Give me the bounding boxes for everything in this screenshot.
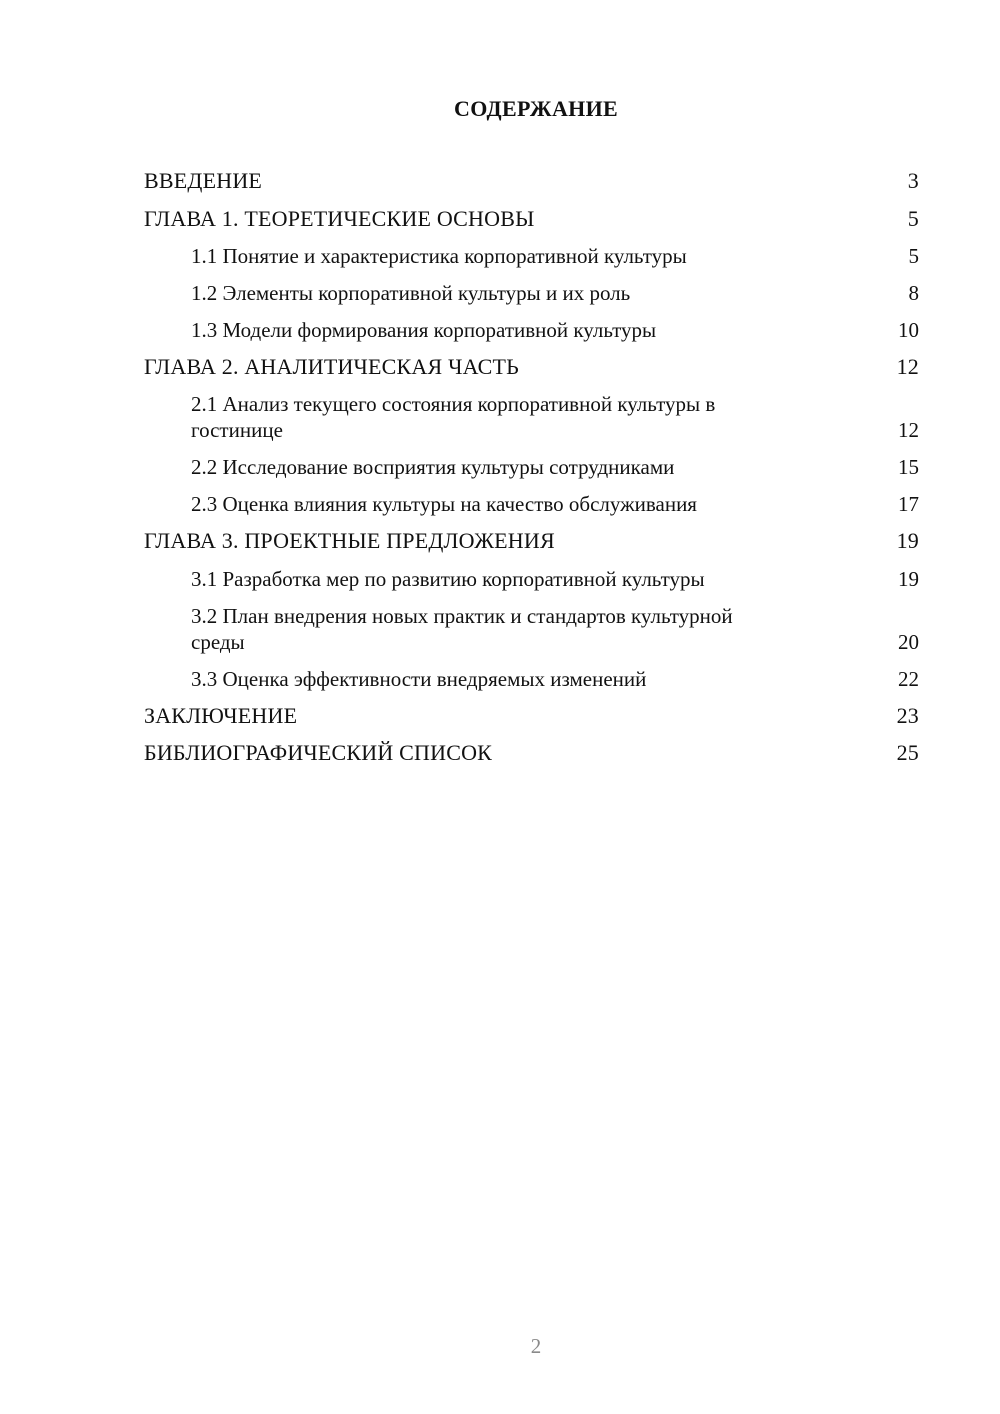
toc-entry-conclusion[interactable] bbox=[144, 703, 919, 729]
toc-entry-page: 12 bbox=[896, 354, 919, 379]
toc-entry-section-2-3[interactable] bbox=[144, 491, 919, 517]
toc-entry-section-1-1[interactable] bbox=[144, 243, 919, 269]
toc-entry-page: 20 bbox=[898, 630, 919, 654]
toc-entry-page: 3 bbox=[907, 168, 919, 193]
toc-entry-text: 2.1 Анализ текущего состояния корпоративной культуры в гостинице bbox=[191, 392, 716, 442]
toc-entry-text: ГЛАВА 3. ПРОЕКТНЫЕ ПРЕДЛОЖЕНИЯ bbox=[144, 528, 555, 553]
toc-entry-text: ГЛАВА 1. ТЕОРЕТИЧЕСКИЕ ОСНОВЫ bbox=[144, 206, 535, 231]
toc-entry-chapter-3[interactable] bbox=[144, 528, 919, 554]
toc-entry-page: 5 bbox=[908, 244, 919, 268]
toc-entry-text: ЗАКЛЮЧЕНИЕ bbox=[144, 703, 298, 728]
toc-entry-section-1-3[interactable] bbox=[144, 317, 919, 343]
toc-entry-page: 12 bbox=[898, 418, 919, 442]
toc-entry-page: 19 bbox=[896, 528, 919, 553]
toc-entry-text: 1.1 Понятие и характеристика корпоративной культуры bbox=[191, 244, 687, 268]
toc-entry-bibliography[interactable] bbox=[144, 740, 919, 766]
toc-entry-page: 17 bbox=[898, 492, 919, 516]
toc-entry-text: 3.3 Оценка эффективности внедряемых изменений bbox=[191, 667, 647, 691]
toc-entry-text: ГЛАВА 2. АНАЛИТИЧЕСКАЯ ЧАСТЬ bbox=[144, 354, 519, 379]
toc-entry-page: 23 bbox=[896, 703, 919, 728]
toc-entry-section-2-2[interactable] bbox=[144, 454, 919, 480]
toc-entry-text: ВВЕДЕНИЕ bbox=[144, 168, 263, 193]
toc-entry-introduction[interactable] bbox=[144, 168, 919, 194]
page-number: 2 bbox=[530, 1334, 542, 1358]
table-of-contents bbox=[144, 168, 919, 766]
toc-entry-text: 2.3 Оценка влияния культуры на качество обслуживания bbox=[191, 492, 697, 516]
toc-entry-section-2-1[interactable] bbox=[144, 391, 919, 443]
toc-entry-text: 1.2 Элементы корпоративной культуры и их роль bbox=[191, 281, 631, 305]
page-title: СОДЕРЖАНИЕ bbox=[454, 96, 618, 121]
toc-entry-page: 5 bbox=[907, 206, 919, 231]
toc-entry-text: 1.3 Модели формирования корпоративной культуры bbox=[191, 318, 657, 342]
toc-entry-text: 3.1 Разработка мер по развитию корпоративной культуры bbox=[191, 567, 705, 591]
toc-entry-text: БИБЛИОГРАФИЧЕСКИЙ СПИСОК bbox=[144, 740, 493, 765]
toc-entry-chapter-1[interactable] bbox=[144, 206, 919, 232]
toc-entry-text: 2.2 Исследование восприятия культуры сотрудниками bbox=[191, 455, 675, 479]
toc-entry-page: 25 bbox=[896, 740, 919, 765]
toc-entry-page: 15 bbox=[898, 455, 919, 479]
toc-entry-page: 19 bbox=[898, 567, 919, 591]
toc-entry-section-3-2[interactable] bbox=[144, 603, 919, 655]
toc-entry-section-1-2[interactable] bbox=[144, 280, 919, 306]
toc-entry-section-3-1[interactable] bbox=[144, 566, 919, 592]
toc-entry-page: 22 bbox=[898, 667, 919, 691]
toc-entry-page: 8 bbox=[908, 281, 919, 305]
toc-entry-text: 3.2 План внедрения новых практик и стандартов культурной среды bbox=[191, 604, 733, 654]
toc-entry-section-3-3[interactable] bbox=[144, 666, 919, 692]
toc-entry-page: 10 bbox=[898, 318, 919, 342]
toc-entry-chapter-2[interactable] bbox=[144, 354, 919, 380]
